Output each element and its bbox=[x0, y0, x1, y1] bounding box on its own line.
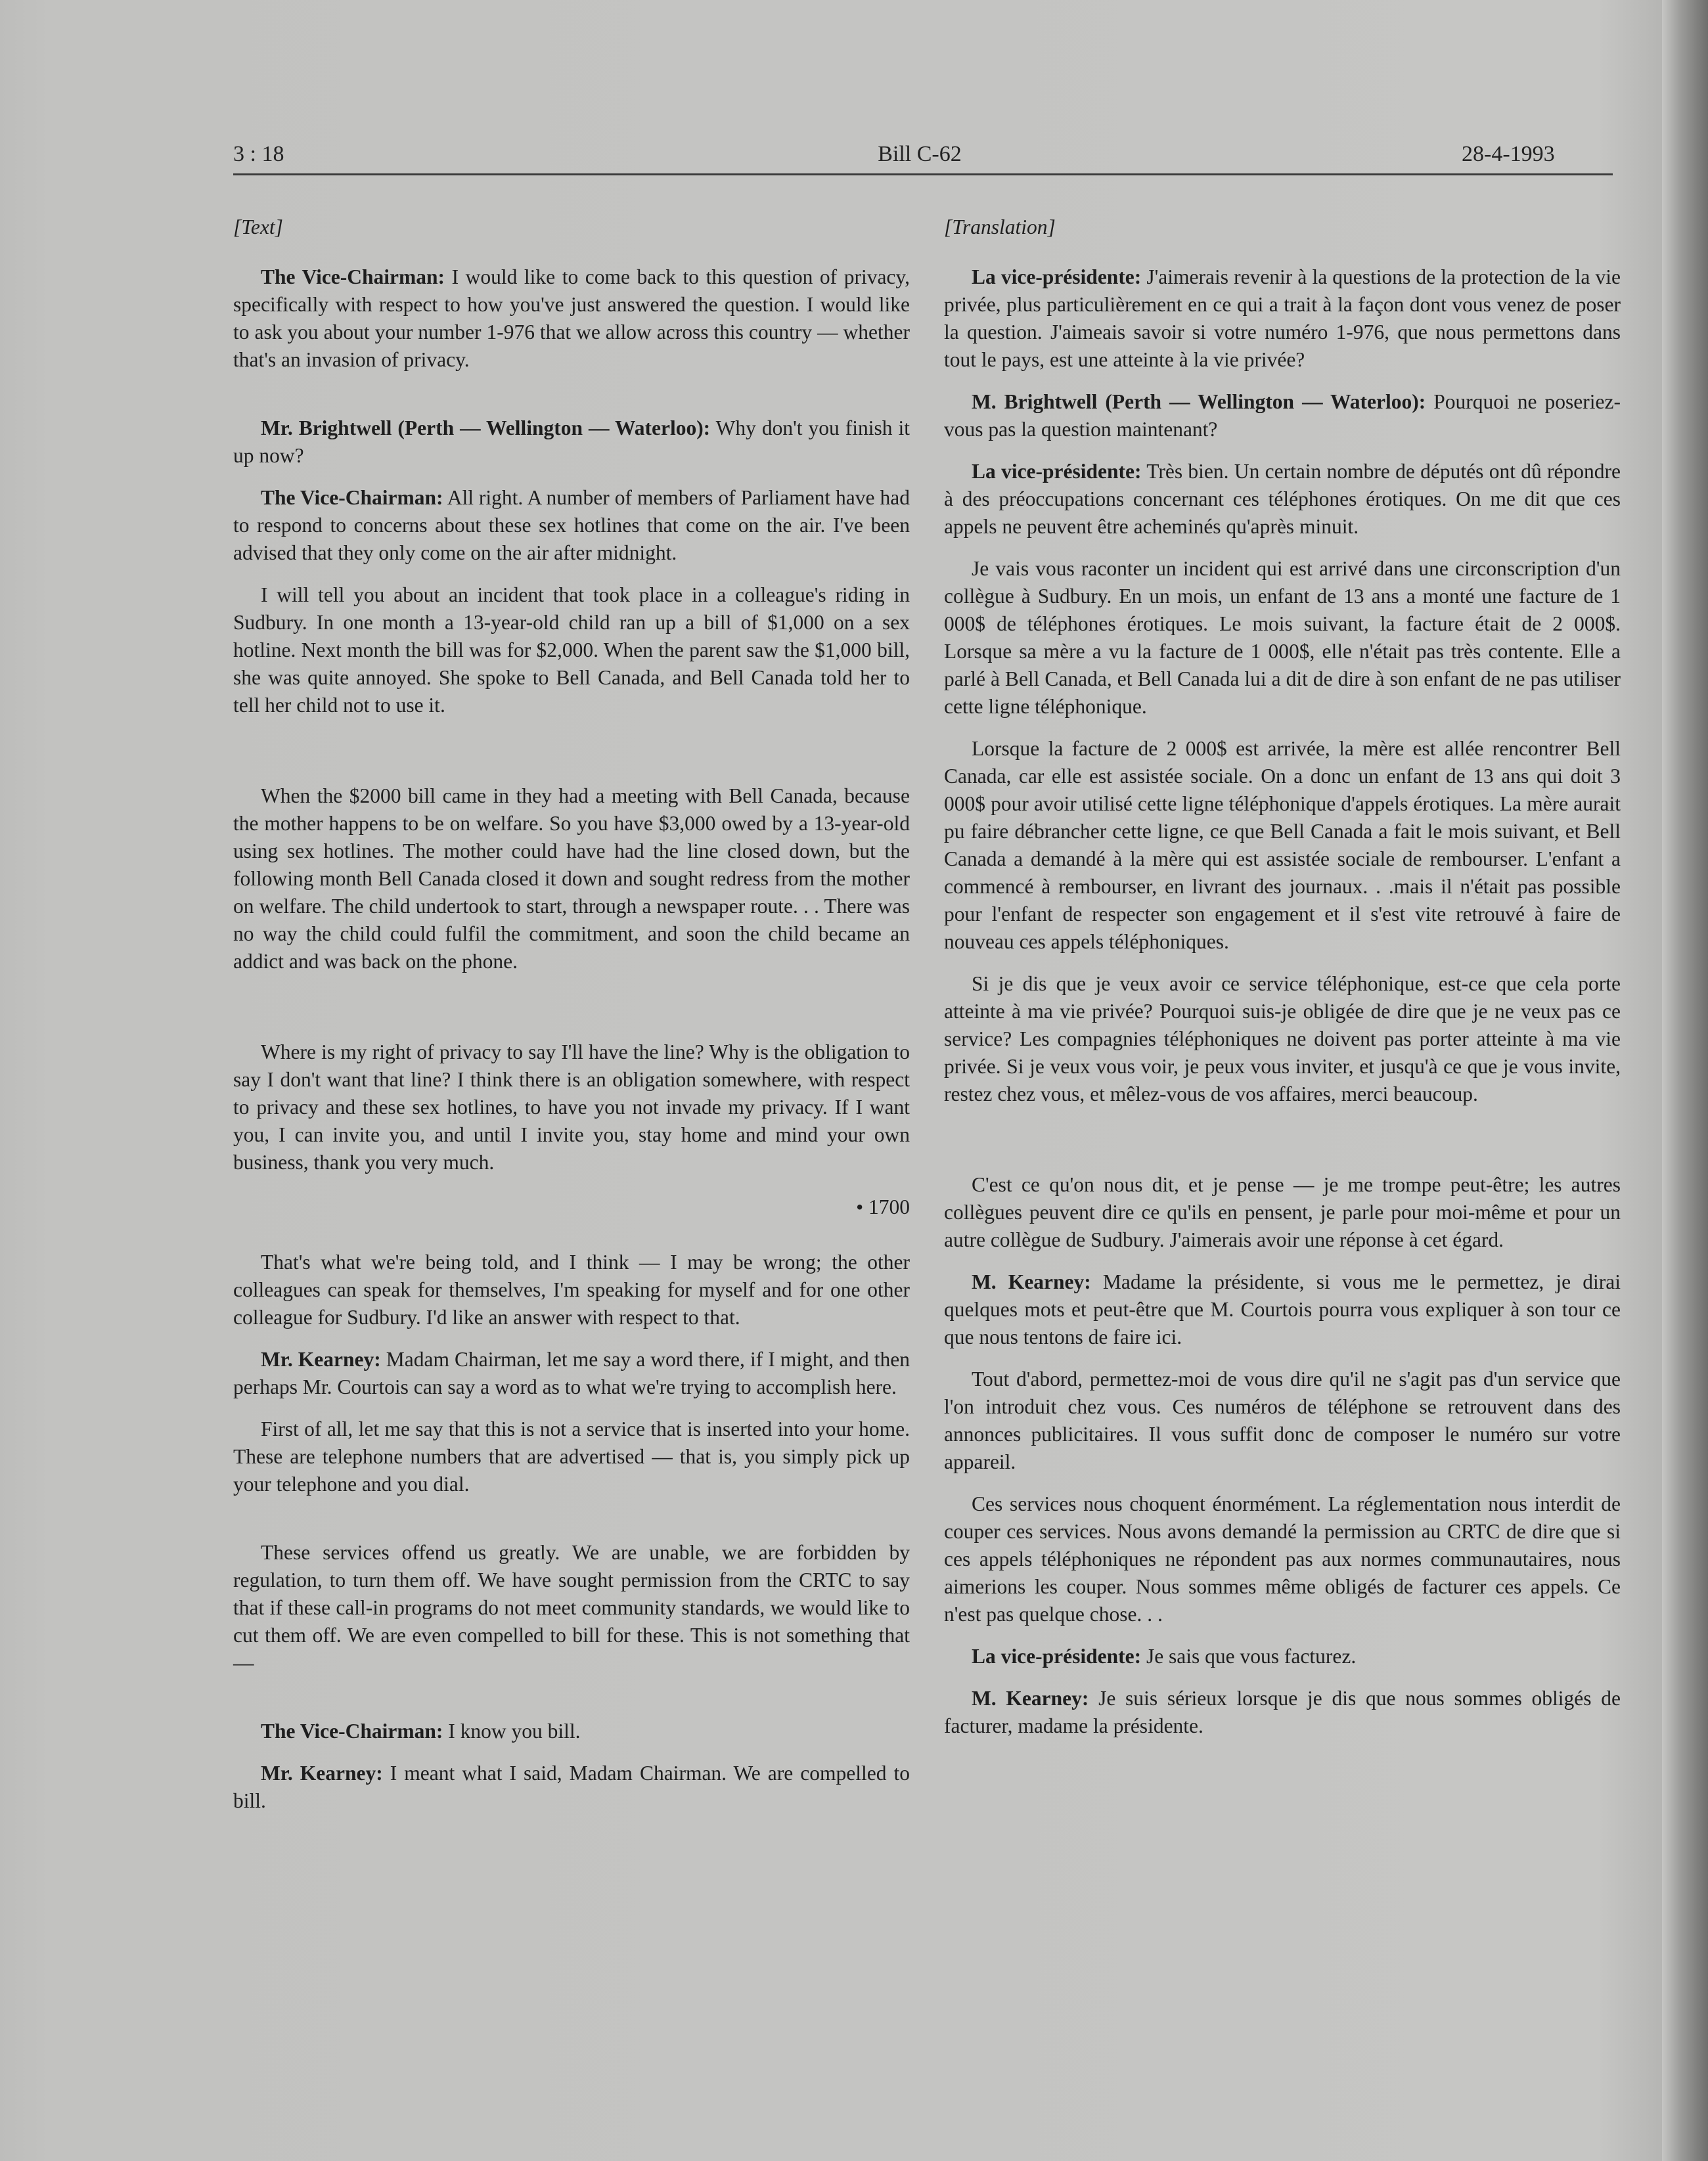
speech-text: Je suis sérieux lorsque je dis que nous sommes obligés de facturer, madame la présidente. bbox=[944, 1687, 1621, 1737]
column-tag: [Translation] bbox=[944, 215, 1056, 238]
speaker-name: M. Kearney: bbox=[972, 1687, 1089, 1710]
header-rule bbox=[233, 173, 1613, 175]
speech-text: Pourquoi ne poseriez-vous pas la question maintenant? bbox=[944, 390, 1621, 441]
paragraph: First of all, let me say that this is not a service that is inserted into your home. These are telephone numbers that are advertised — that is, you simply pick up your telephone and you dial. bbox=[233, 1417, 910, 1496]
paragraph: Lorsque la facture de 2 000$ est arrivée, la mère est allée rencontrer Bell Canada, car elle est assistée sociale. On a donc un enfant de 13 ans qui doit 3 000$ pour avoir utilisé cette ligne téléphonique d'appels érotiques. La mère aurait pu faire débrancher cette ligne, ce que Bell Canada a fait le mois suivant, et Bell Canada a demandé à la mère qui est assistée sociale de rembourser. L'enfant a commencé à rembourser, en livrant des journaux. . .mais il n'était pas possible pour l'enfant de respecter son engagement et il s'est vite retrouvé à faire de nouveau ces appels téléphoniques. bbox=[944, 737, 1621, 953]
speaker-name: The Vice-Chairman: bbox=[261, 486, 443, 509]
paragraph bbox=[944, 1268, 1621, 1351]
paragraph bbox=[944, 263, 1621, 374]
speaker-name: M. Kearney: bbox=[972, 1270, 1091, 1293]
paragraph: C'est ce qu'on nous dit, et je pense — je me trompe peut-être; les autres collègues peuvent dire ce qu'ils en pensent, je parle pour moi-même et pour un autre collègue de Sudbury. J'aimerais avoir une réponse à cet égard. bbox=[944, 1173, 1621, 1251]
speech-text: I know you bill. bbox=[443, 1720, 581, 1743]
paragraph bbox=[944, 1685, 1621, 1740]
speaker-name: Mr. Brightwell (Perth — Wellington — Waterloo): bbox=[261, 416, 711, 439]
speaker-name: The Vice-Chairman: bbox=[261, 1720, 443, 1743]
time-marker: • 1700 bbox=[856, 1195, 910, 1218]
speech-text: Madame la présidente, si vous me le permettez, je dirai quelques mots et peut-être que M. Courtois pourra vous expliquer à son tour ce que nous tentons de faire ici. bbox=[944, 1270, 1621, 1348]
paragraph: Je vais vous raconter un incident qui est arrivé dans une circonscription d'un collègue à Sudbury. En un mois, un enfant de 13 ans a monté une facture de 1 000$ de téléphones érotiques. Le mois suivant, la facture était de 2 000$. Lorsque sa mère a vu la facture de 1 000$, elle n'était pas très contente. Elle a parlé à Bell Canada, et Bell Canada lui a dit de dire à son enfant de ne pas utiliser cette ligne téléphonique. bbox=[944, 557, 1621, 718]
paragraph bbox=[233, 1718, 910, 1745]
speaker-name: Mr. Kearney: bbox=[261, 1348, 381, 1371]
paragraph bbox=[233, 484, 910, 567]
speech-text: I meant what I said, Madam Chairman. We are compelled to bill. bbox=[233, 1762, 910, 1812]
paragraph bbox=[233, 1346, 910, 1401]
paragraph bbox=[233, 1760, 910, 1815]
paragraph: Where is my right of privacy to say I'll have the line? Why is the obligation to say I don't want that line? I think there is an obligation somewhere, with respect to privacy and these sex hotlines, to have you not invade my privacy. If I want you, I can invite you, and until I invite you, stay home and mind your own business, thank you very much. bbox=[233, 1040, 910, 1174]
paragraph bbox=[233, 414, 910, 470]
english-column bbox=[233, 213, 910, 1815]
paragraph bbox=[944, 1643, 1621, 1670]
speaker-name: Mr. Kearney: bbox=[261, 1762, 383, 1785]
paragraph bbox=[944, 458, 1621, 541]
french-column bbox=[944, 213, 1621, 1740]
paragraph: That's what we're being told, and I think — I may be wrong; the other colleagues can speak for themselves, I'm speaking for myself and for one other colleague for Sudbury. I'd like an answer with respect to that. bbox=[233, 1251, 910, 1329]
page-reference: 3 : 18 bbox=[233, 142, 284, 166]
speech-text: Madam Chairman, let me say a word there, if I might, and then perhaps Mr. Courtois can say a word as to what we're trying to accomplish here. bbox=[233, 1348, 910, 1398]
speaker-name: La vice-présidente: bbox=[972, 460, 1142, 483]
speech-text: I would like to come back to this question of privacy, specifically with respect to how you've just answered the question. I would like to ask you about your number 1-976 that we allow across this country — whether that's an invasion of privacy. bbox=[233, 265, 910, 371]
document-date: 28-4-1993 bbox=[1462, 142, 1555, 166]
speaker-name: The Vice-Chairman: bbox=[261, 265, 445, 288]
paragraph: Ces services nous choquent énormément. La réglementation nous interdit de couper ces services. Nous avons demandé la permission au CRTC de dire que si ces appels téléphoniques ne répondent pas aux normes communautaires, nous aimerions les couper. Nous sommes même obligés de facturer ces appels. Ce n'est pas quelque chose. . . bbox=[944, 1492, 1621, 1626]
speaker-name: La vice-présidente: bbox=[972, 1645, 1142, 1668]
paragraph bbox=[233, 263, 910, 374]
speech-text: J'aimerais revenir à la questions de la protection de la vie privée, plus particulièrement en ce qui a trait à la façon dont vous venez de poser la question. J'aimeais savoir si votre numéro 1-976, que nous permettons dans tout le pays, est une atteinte à la vie privée? bbox=[944, 265, 1621, 371]
speech-text: Très bien. Un certain nombre de députés ont dû répondre à des préoccupations concernant ces téléphones érotiques. On me dit que ces appels ne peuvent être acheminés qu'après minuit. bbox=[944, 460, 1621, 538]
page-header bbox=[233, 139, 1613, 172]
speech-text: All right. A number of members of Parliament have had to respond to concerns about these sex hotlines that come on the air. I've been advised that they only come on the air after midnight. bbox=[233, 486, 910, 564]
paragraph: These services offend us greatly. We are unable, we are forbidden by regulation, to turn them off. We have sought permission from the CRTC to say that if these call-in programs do not meet community standards, we would like to cut them off. We are even compelled to bill for these. This is not something that — bbox=[233, 1541, 910, 1674]
paragraph: I will tell you about an incident that took place in a colleague's riding in Sudbury. In one month a 13-year-old child ran up a bill of $1,000 on a sex hotline. Next month the bill was for $2,000. When the parent saw the $1,000 bill, she was quite annoyed. She spoke to Bell Canada, and Bell Canada told her to tell her child not to use it. bbox=[233, 583, 910, 717]
speech-text: Je sais que vous facturez. bbox=[1141, 1645, 1357, 1668]
page-edge-shadow bbox=[1662, 0, 1708, 2161]
paragraph bbox=[944, 388, 1621, 443]
paragraph: Tout d'abord, permettez-moi de vous dire qu'il ne s'agit pas d'un service que l'on introduit chez vous. Ces numéros de téléphone se retrouvent dans des annonces publicitaires. Il vous suffit donc de composer le numéro sur votre appareil. bbox=[944, 1368, 1621, 1473]
document-title: Bill C-62 bbox=[878, 142, 962, 166]
speech-text: Why don't you finish it up now? bbox=[233, 416, 910, 467]
speaker-name: La vice-présidente: bbox=[972, 265, 1142, 288]
speaker-name: M. Brightwell (Perth — Wellington — Waterloo): bbox=[972, 390, 1426, 413]
column-tag: [Text] bbox=[233, 215, 283, 238]
paragraph: When the $2000 bill came in they had a meeting with Bell Canada, because the mother happens to be on welfare. So you have $3,000 owed by a 13-year-old using sex hotlines. The mother could have had the line closed down, but the following month Bell Canada closed it down and sought redress from the mother on welfare. The child undertook to start, through a newspaper route. . . There was no way the child could fulfil the commitment, and soon the child became an addict and was back on the phone. bbox=[233, 784, 910, 973]
paragraph: Si je dis que je veux avoir ce service téléphonique, est-ce que cela porte atteinte à ma vie privée? Pourquoi suis-je obligée de dire que je ne veux pas ce service? Les compagnies téléphoniques ne doivent pas porter atteinte à ma vie privée. Si je veux vous voir, je peux vous inviter, et jusqu'à ce que je vous invite, restez chez vous, et mêlez-vous de vos affaires, merci beaucoup. bbox=[944, 972, 1621, 1105]
